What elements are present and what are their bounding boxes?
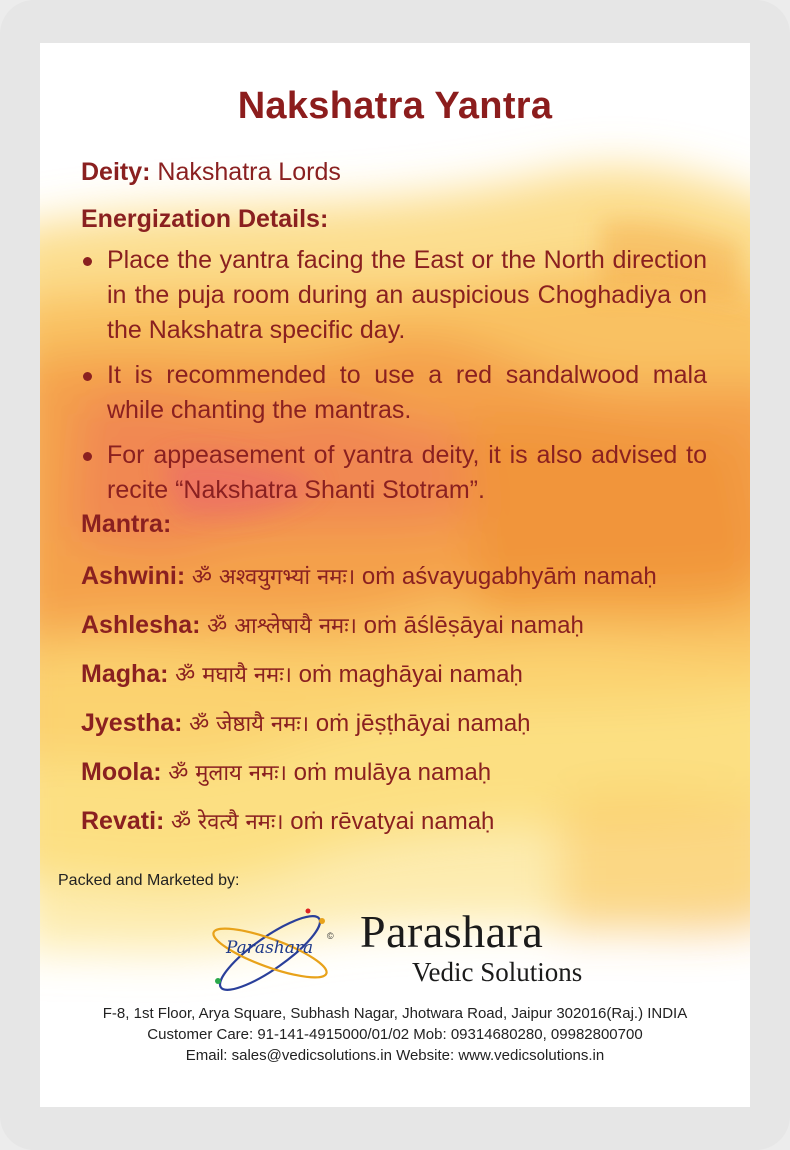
energization-heading: Energization Details:	[81, 205, 329, 233]
energization-point: Place the yantra facing the East or the North direction in the puja room during an auspicious Choghadiya on the Nakshatra specific day.	[107, 246, 707, 344]
logo-mark-text: Parashara	[226, 938, 314, 958]
mantra-row	[81, 561, 657, 591]
mantra-row	[81, 806, 494, 836]
mantra-devanagari: ॐ मुलाय नमः।	[168, 761, 287, 786]
yantra-card	[40, 43, 750, 1107]
footer-email-website: Email: sales@vedicsolutions.in Website: www.vedicsolutions.in	[185, 1047, 605, 1064]
mantra-devanagari: ॐ आश्लेषायै नमः।	[207, 614, 357, 639]
footer-contact	[40, 1003, 750, 1066]
footer-address: F-8, 1st Floor, Arya Square, Subhash Nagar, Jhotwara Road, Jaipur 302016(Raj.) INDIA	[102, 1005, 688, 1022]
mantra-roman: oṁ jēṣṭhāyai namaḥ	[315, 710, 531, 737]
nakshatra-name: Revati:	[81, 807, 165, 835]
list-item	[81, 358, 707, 428]
mantra-devanagari: ॐ अश्वयुगभ्यां नमः।	[191, 565, 356, 590]
bullet-icon	[83, 257, 92, 266]
nakshatra-name: Jyestha:	[81, 709, 183, 737]
brand-subtitle: Vedic Solutions	[412, 957, 583, 987]
deity-line	[81, 158, 341, 187]
packed-by-label: Packed and Marketed by:	[58, 872, 240, 889]
mantra-roman: oṁ āślēṣāyai namaḥ	[363, 612, 584, 639]
energization-list	[81, 243, 707, 518]
mantra-devanagari: ॐ जेष्ठायै नमः।	[189, 712, 310, 737]
energization-point: For appeasement of yantra deity, it is also advised to recite “Nakshatra Shanti Stotram”.	[107, 441, 707, 504]
deity-value: Nakshatra Lords	[157, 158, 341, 186]
mantra-roman: oṁ aśvayugabhyāṁ namaḥ	[361, 563, 657, 590]
mantra-devanagari: ॐ रेवत्यै नमः।	[171, 810, 284, 835]
mantra-row	[81, 610, 584, 640]
footer-customer-care: Customer Care: 91-141-4915000/01/02 Mob: 09314680280, 09982800700	[147, 1026, 643, 1043]
mantra-row	[81, 708, 531, 738]
nakshatra-name: Ashwini:	[81, 562, 186, 590]
mantra-heading: Mantra:	[81, 510, 172, 538]
registered-mark: ©	[327, 931, 334, 941]
mantra-row	[81, 659, 523, 689]
mantra-roman: oṁ maghāyai namaḥ	[298, 661, 523, 688]
nakshatra-name: Ashlesha:	[81, 611, 201, 639]
deity-label: Deity:	[81, 158, 151, 186]
mantra-roman: oṁ mulāya namaḥ	[293, 759, 492, 786]
mantra-devanagari: ॐ मघायै नमः।	[175, 663, 292, 688]
list-item	[81, 243, 707, 348]
nakshatra-name: Moola:	[81, 758, 162, 786]
page-title: Nakshatra Yantra	[237, 85, 553, 127]
energization-point: It is recommended to use a red sandalwood mala while chanting the mantras.	[107, 361, 707, 424]
list-item	[81, 438, 707, 508]
mantra-row	[81, 757, 491, 787]
bullet-icon	[83, 372, 92, 381]
mantra-roman: oṁ rēvatyai namaḥ	[290, 808, 495, 835]
nakshatra-name: Magha:	[81, 660, 169, 688]
brand-name: Parashara	[360, 906, 544, 957]
bullet-icon	[83, 452, 92, 461]
